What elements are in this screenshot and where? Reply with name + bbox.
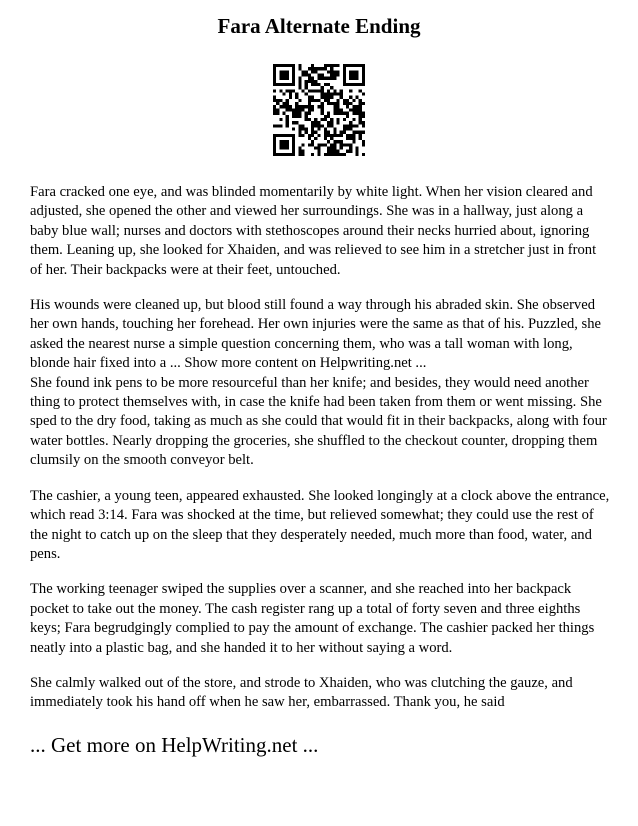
- qr-code-icon[interactable]: [273, 64, 365, 156]
- paragraph-2: His wounds were cleaned up, but blood still found a way through his abraded skin. She observed her own hands, touching her forehead. Her own injuries were the same as that of his. Puzzled, she asked the nearest nurse a simple question concerning them, who was a tall woman with long, blonde hair fixed into a ... Show more content on Helpwriting.net ...: [30, 297, 602, 372]
- document-title: Fara Alternate Ending: [217, 14, 421, 38]
- paragraph-4: The cashier, a young teen, appeared exhausted. She looked longingly at a clock above the entrance, which read 3:14. Fara was shocked at the time, but relieved somewhat; they could use the rest of the night to catch up on the sleep that they desperately needed, much more than food, water, and pens.: [30, 487, 610, 562]
- document-body: [30, 183, 610, 759]
- paragraph-3: She found ink pens to be more resourceful than her knife; and besides, they would need another thing to protect themselves with, in case the knife had been taken from them or went missing. She sped to the dry food, taking as much as she could that would fit in their backpacks, along with four water bottles. Nearly dropping the groceries, she shuffled to the checkout counter, dropping them clumsily on the smooth conveyor belt.: [30, 374, 607, 469]
- paragraph-1: Fara cracked one eye, and was blinded momentarily by white light. When her vision cleared and adjusted, she opened the other and viewed her surroundings. She was in a hallway, just along a baby blue wall; nurses and doctors with stethoscopes around their necks hurried about, ignoring them. Leaning up, she looked for Xhaiden, and was relieved to see him in a stretcher just in front of her. Their backpacks were at their feet, untouched.: [30, 184, 597, 278]
- paragraph-6: She calmly walked out of the store, and strode to Xhaiden, who was clutching the gauze, and immediately took his hand off when he saw her, embarrassed. Thank you, he said: [30, 674, 573, 711]
- paragraph-5: The working teenager swiped the supplies over a scanner, and she reached into her backpack pocket to take out the money. The cash register rang up a total of forty seven and three eighths keys; Fara begrudgingly complied to pay the amount of exchange. The cashier packed her things neatly into a plastic bag, and she handed it to her without saying a word.: [30, 581, 595, 656]
- get-more-link[interactable]: ... Get more on HelpWriting.net ...: [30, 732, 319, 757]
